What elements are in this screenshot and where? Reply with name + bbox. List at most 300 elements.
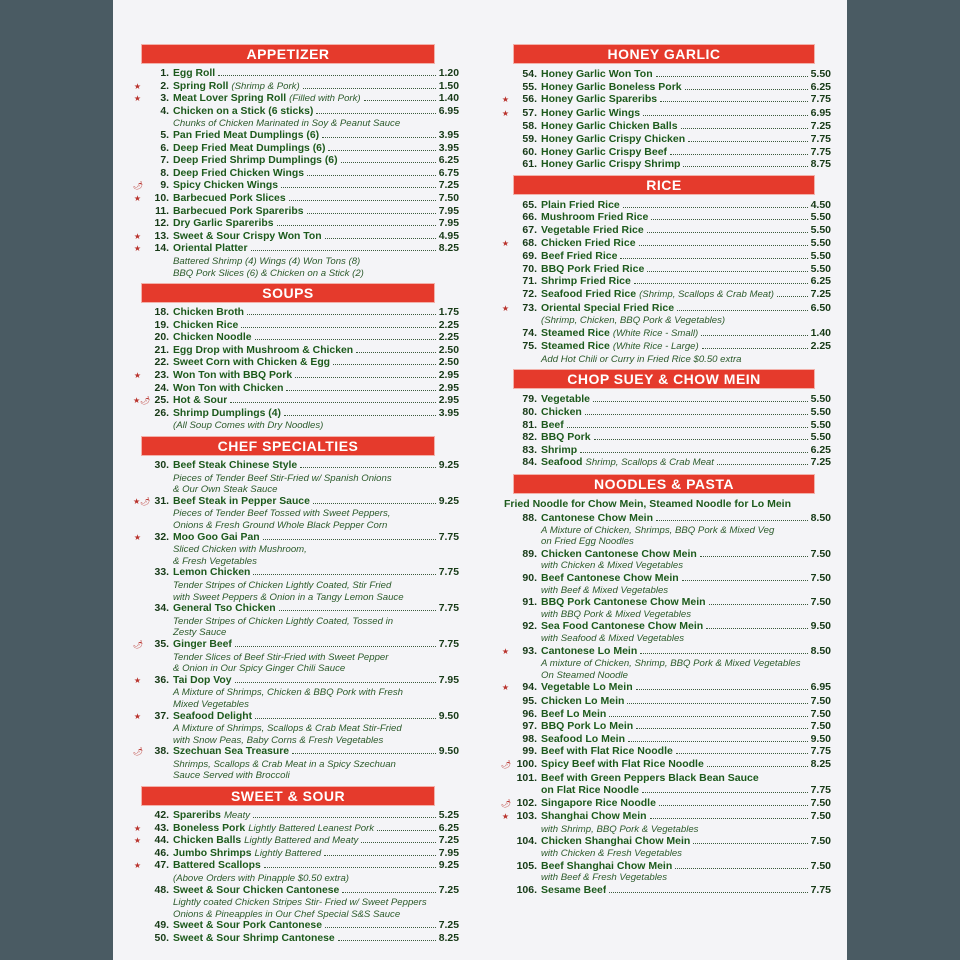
item-name: Szechuan Sea Treasure (173, 746, 290, 758)
menu-item-line (501, 158, 831, 171)
menu-item (501, 133, 831, 146)
item-description: Onions & Pineapples in Our Chef Special S&S Sauce (173, 908, 401, 920)
item-name: Shrimp (541, 443, 578, 456)
item-description: with Chicken & Fresh Vegetables (541, 848, 682, 860)
leader-dots (567, 427, 808, 428)
section-header-appetizer: APPETIZER (141, 44, 435, 64)
item-number: 88. (522, 512, 537, 525)
item-name: Beef Lo Mein (541, 707, 607, 720)
item-description: Sauce Served with Broccoli (173, 770, 290, 782)
menu-item (501, 393, 831, 406)
item-description: & Onion in Our Spicy Ginger Chili Sauce (173, 663, 346, 675)
item-price: 7.95 (438, 847, 459, 859)
menu-item-line (133, 193, 459, 206)
menu-item (501, 548, 831, 572)
menu-item (501, 645, 831, 682)
leader-dots (623, 207, 808, 208)
menu-item-line (501, 93, 831, 107)
item-name: Beef Shanghai Chow Mein (541, 859, 673, 872)
leader-dots (341, 162, 436, 163)
item-number: 26. (154, 407, 169, 419)
menu-item-line (133, 307, 459, 320)
item-name: Chicken Balls (173, 835, 242, 847)
item-number: 20. (154, 332, 169, 344)
menu-item (501, 860, 831, 884)
leader-dots (677, 310, 808, 311)
menu-item-line (501, 211, 831, 224)
item-marker-icon: ★ (501, 303, 509, 313)
item-price: 9.50 (810, 620, 831, 633)
menu-item-line (133, 130, 459, 143)
menu-item-line (501, 720, 831, 733)
item-number: 34. (154, 603, 169, 615)
item-description: Tender Slices of Beef Stir-Fried with Sweet Pepper (173, 651, 389, 663)
item-description: & Fresh Vegetables (173, 555, 257, 567)
menu-item (501, 512, 831, 548)
section-items-soups (133, 307, 459, 432)
section-items-noodles (501, 498, 831, 896)
leader-dots (685, 89, 808, 90)
menu-item (501, 444, 831, 457)
menu-item-line (501, 772, 831, 785)
item-price: 4.50 (810, 198, 831, 211)
item-name: Boneless Pork (173, 822, 246, 834)
menu-item (133, 885, 459, 921)
menu-item (501, 456, 831, 470)
item-number: 57. (522, 106, 537, 119)
leader-dots (642, 792, 808, 793)
item-marker-icon: ★ (501, 108, 509, 118)
item-price: 2.95 (438, 395, 459, 407)
item-note: Lightly Battered and Meaty (244, 835, 359, 847)
menu-item (501, 275, 831, 288)
menu-item-line (501, 81, 831, 94)
item-number: 58. (522, 120, 537, 133)
menu-item (133, 206, 459, 219)
item-price: 2.50 (438, 357, 459, 369)
item-price: 8.25 (810, 757, 831, 770)
menu-item-line (133, 885, 459, 898)
item-number: 73. (522, 301, 537, 314)
item-description: Tender Stripes of Chicken Lightly Coated, Stir Fried (173, 579, 392, 591)
item-number: 95. (522, 694, 537, 707)
menu-item-line (133, 231, 459, 244)
item-number: 7. (160, 155, 169, 167)
section-header-soups: SOUPS (141, 283, 435, 303)
menu-item-line (133, 496, 459, 509)
leader-dots (702, 348, 808, 349)
menu-item-line (501, 250, 831, 263)
item-price: 7.75 (438, 567, 459, 579)
leader-dots (361, 842, 435, 843)
item-number: 101. (516, 771, 537, 784)
item-number: 38. (154, 746, 169, 758)
section-items-honeygarlic (501, 68, 831, 171)
item-number: 9. (160, 180, 169, 192)
item-name: Deep Fried Meat Dumplings (6) (173, 142, 326, 154)
item-price: 4.95 (438, 230, 459, 242)
leader-dots (651, 219, 807, 220)
leader-dots (660, 101, 807, 102)
item-name: Ginger Beef (173, 638, 232, 650)
leader-dots (650, 818, 808, 819)
item-description: with Shrimp, BBQ Pork & Vegetables (541, 823, 699, 835)
leader-dots (717, 464, 808, 465)
item-name: Tai Dop Voy (173, 674, 232, 686)
item-name: Spareribs (173, 810, 221, 822)
item-price: 7.25 (438, 884, 459, 896)
item-description: Sliced Chicken with Mushroom, (173, 544, 307, 556)
item-price: 7.50 (810, 810, 831, 823)
menu-item (501, 708, 831, 721)
item-price: 7.75 (810, 145, 831, 158)
menu-item (501, 146, 831, 159)
item-marker-icon: ★ (133, 532, 141, 542)
menu-item-line (133, 848, 459, 861)
item-price: 6.50 (810, 301, 831, 314)
leader-dots (647, 271, 807, 272)
item-name: Beef with Flat Rice Noodle (541, 745, 673, 758)
item-price: 5.25 (438, 810, 459, 822)
item-description: with Beef & Mixed Vegetables (541, 584, 669, 596)
menu-item-line (501, 302, 831, 316)
item-name: Seafood Lo Mein (541, 732, 625, 745)
section-header-honeygarlic: HONEY GARLIC (513, 44, 815, 64)
item-name: Won Ton with BBQ Pork (173, 370, 293, 382)
item-price: 5.50 (810, 262, 831, 275)
item-number: 3. (160, 93, 169, 105)
menu-item-line (133, 460, 459, 473)
menu-item (133, 218, 459, 231)
menu-item-line (501, 835, 831, 848)
item-marker-icon: ★ (133, 861, 141, 871)
leader-dots (636, 689, 808, 690)
item-name: Spicy Chicken Wings (173, 180, 278, 192)
item-name: Won Ton with Chicken (173, 382, 284, 394)
leader-dots (284, 415, 436, 416)
leader-dots (307, 175, 436, 176)
menu-item-line (501, 68, 831, 81)
item-price: 2.25 (438, 319, 459, 331)
item-note: (Shrimp, Scallops & Crab Meat) (639, 288, 774, 300)
menu-item (133, 168, 459, 181)
leader-dots (636, 728, 807, 729)
menu-item-line (133, 746, 459, 759)
item-price: 9.25 (438, 860, 459, 872)
menu-item-line (501, 797, 831, 811)
leader-dots (682, 580, 808, 581)
item-number: 14. (154, 243, 169, 255)
menu-item-line (501, 620, 831, 633)
menu-item-line (501, 146, 831, 159)
menu-item (133, 675, 459, 711)
item-price: 3.95 (438, 129, 459, 141)
item-description: (All Soup Comes with Dry Noodles) (173, 420, 324, 432)
item-number: 47. (154, 860, 169, 872)
leader-dots (324, 855, 436, 856)
menu-item (133, 835, 459, 848)
item-number: 75. (522, 340, 537, 353)
item-price: 9.25 (438, 495, 459, 507)
menu-item-line (133, 675, 459, 688)
section-items-chopsuey (501, 393, 831, 470)
menu-item-line (133, 345, 459, 358)
item-name: Vegetable (541, 393, 591, 406)
leader-dots (279, 610, 436, 611)
menu-item-line (133, 93, 459, 106)
menu-item-line (501, 199, 831, 212)
leader-dots (286, 390, 435, 391)
item-marker-icon: ★ (501, 683, 509, 693)
item-marker-icon: ★ (133, 371, 141, 381)
item-marker-icon: ★🌶 (133, 496, 151, 506)
menu-item (133, 823, 459, 836)
item-price: 6.95 (810, 106, 831, 119)
menu-item-line (133, 395, 459, 408)
leader-dots (656, 520, 808, 521)
leader-dots (683, 166, 807, 167)
menu-item-line (501, 456, 831, 470)
menu-item (133, 81, 459, 94)
leader-dots (230, 402, 436, 403)
menu-item (501, 797, 831, 811)
item-number: 98. (522, 732, 537, 745)
menu-item (133, 395, 459, 408)
item-price: 1.75 (438, 307, 459, 319)
item-description: (Shrimp, Chicken, BBQ Pork & Vegetables) (541, 315, 726, 327)
item-price: 1.40 (438, 93, 459, 105)
section-header-chef: CHEF SPECIALTIES (141, 436, 435, 456)
item-name: Beef with Green Peppers Black Bean Sauce (541, 771, 759, 784)
menu-item (501, 681, 831, 695)
menu-item-line (501, 224, 831, 237)
item-number: 103. (516, 810, 537, 823)
leader-dots (627, 703, 807, 704)
leader-dots (264, 867, 436, 868)
item-marker-icon: ★ (133, 823, 141, 833)
menu-item (133, 746, 459, 782)
menu-item (501, 93, 831, 107)
item-price: 7.75 (810, 784, 831, 797)
leader-dots (235, 682, 436, 683)
item-name: Honey Garlic Crispy Chicken (541, 132, 686, 145)
item-price: 5.50 (810, 68, 831, 80)
menu-item (501, 302, 831, 327)
item-name: Shanghai Chow Mein (541, 810, 647, 823)
item-name: Sweet & Sour Chicken Cantonese (173, 884, 340, 896)
item-marker-icon: 🌶 (133, 747, 144, 757)
leader-dots (253, 817, 436, 818)
item-name: Egg Roll (173, 68, 216, 79)
leader-dots (277, 225, 436, 226)
item-price: 7.75 (810, 745, 831, 758)
leader-dots (634, 283, 808, 284)
item-description: with BBQ Pork & Mixed Vegetables (541, 608, 692, 620)
item-name: Chicken Broth (173, 307, 245, 319)
menu-item (501, 758, 831, 772)
item-price: 6.25 (810, 443, 831, 456)
item-name: Honey Garlic Spareribs (541, 93, 658, 106)
item-name: Deep Fried Shrimp Dumplings (6) (173, 155, 338, 167)
item-marker-icon: 🌶 (501, 759, 512, 769)
item-price: 7.50 (438, 192, 459, 204)
menu-item-line (501, 695, 831, 708)
item-marker-icon: ★ (133, 711, 141, 721)
menu-item-line (133, 532, 459, 545)
menu-item-line (501, 419, 831, 432)
item-number: 99. (522, 745, 537, 758)
item-description: Lightly coated Chicken Stripes Stir- Fried w/ Sweet Peppers (173, 897, 427, 909)
menu-item-line (133, 143, 459, 156)
item-marker-icon: 🌶 (501, 798, 512, 808)
item-number: 94. (522, 681, 537, 694)
leader-dots (307, 213, 436, 214)
leader-dots (777, 296, 808, 297)
menu-item-line (501, 120, 831, 133)
menu-item-line (133, 243, 459, 256)
item-name: Mushroom Fried Rice (541, 211, 649, 224)
menu-item (133, 243, 459, 279)
item-number: 93. (522, 644, 537, 657)
leader-dots (255, 339, 436, 340)
item-price: 6.25 (438, 822, 459, 834)
item-name: Spicy Beef with Flat Rice Noodle (541, 757, 704, 770)
item-number: 90. (522, 572, 537, 584)
menu-item-line (501, 327, 831, 341)
menu-item-line (133, 68, 459, 81)
item-number: 6. (160, 142, 169, 154)
item-number: 50. (154, 933, 169, 944)
item-number: 43. (154, 822, 169, 834)
leader-dots (338, 940, 436, 941)
item-number: 105. (516, 859, 537, 872)
item-price: 7.50 (810, 694, 831, 707)
item-number: 13. (154, 230, 169, 242)
leader-dots (333, 364, 436, 365)
item-description: Onions & Fresh Ground Whole Black Pepper Corn (173, 520, 388, 531)
menu-item-line (501, 406, 831, 419)
leader-dots (707, 766, 808, 767)
menu-item (501, 772, 831, 797)
item-number: 59. (522, 132, 537, 145)
section-items-chef (133, 460, 459, 782)
item-number: 106. (516, 883, 537, 896)
leader-dots (628, 741, 808, 742)
menu-item (501, 572, 831, 596)
item-price: 5.50 (810, 406, 831, 419)
section-header-sweetsour: SWEET & SOUR (141, 786, 435, 806)
item-number: 92. (522, 620, 537, 633)
item-name: Egg Drop with Mushroom & Chicken (173, 344, 354, 356)
menu-item-line (133, 810, 459, 823)
item-number: 2. (160, 80, 169, 92)
menu-item (501, 237, 831, 251)
item-description: Tender Stripes of Chicken Lightly Coated, Tossed in (173, 615, 394, 627)
menu-item-line (133, 823, 459, 836)
menu-item-line (501, 340, 831, 354)
item-name: Chicken Cantonese Chow Mein (541, 547, 697, 560)
item-name: Honey Garlic Crispy Shrimp (541, 158, 681, 171)
leader-dots (609, 716, 807, 717)
item-note: (Filled with Pork) (289, 93, 361, 105)
section-items-rice (501, 199, 831, 366)
menu-item (133, 603, 459, 639)
item-number: 24. (154, 382, 169, 394)
menu-item-line (133, 860, 459, 873)
item-name: Cantonese Lo Mein (541, 644, 638, 657)
menu-item (133, 920, 459, 933)
item-marker-icon: ★ (133, 675, 141, 685)
menu-item (133, 155, 459, 168)
menu-item (501, 733, 831, 746)
item-description: with Seafood & Mixed Vegetables (541, 632, 685, 644)
item-number: 67. (522, 223, 537, 236)
menu-item (501, 68, 831, 81)
menu-item-line (501, 733, 831, 746)
item-note: Meaty (223, 810, 251, 822)
item-price: 6.25 (810, 275, 831, 288)
item-name: Honey Garlic Boneless Pork (541, 80, 682, 93)
item-price: 7.25 (810, 456, 831, 469)
item-number: 10. (154, 192, 169, 204)
menu-item-line (501, 237, 831, 251)
menu-item (501, 288, 831, 302)
item-price: 2.25 (810, 340, 831, 353)
item-name: Chicken (541, 406, 582, 419)
menu-column-right (501, 44, 831, 900)
item-name: BBQ Pork Fried Rice (541, 262, 645, 275)
item-marker-icon: ★ (133, 81, 141, 91)
item-marker-icon: ★ (501, 646, 509, 656)
item-description: BBQ Pork Slices (6) & Chicken on a Stick (2) (173, 267, 364, 279)
item-marker-icon: 🌶 (133, 181, 144, 191)
item-number: 55. (522, 80, 537, 93)
item-number: 81. (522, 418, 537, 431)
item-number: 65. (522, 198, 537, 211)
menu-item (501, 107, 831, 121)
item-price: 1.20 (438, 68, 459, 79)
item-note: Shrimp, Scallops & Crab Meat (585, 457, 714, 469)
menu-item (501, 81, 831, 94)
item-name: Cantonese Chow Mein (541, 512, 654, 525)
menu-item (133, 193, 459, 206)
item-number: 96. (522, 707, 537, 720)
menu-item (501, 406, 831, 419)
item-price: 8.50 (810, 644, 831, 657)
leader-dots (675, 868, 807, 869)
menu-item (133, 345, 459, 358)
leader-dots (640, 653, 807, 654)
menu-item-line (501, 810, 831, 824)
item-description: with Chicken & Mixed Vegetables (541, 560, 684, 572)
item-number: 30. (154, 460, 169, 472)
item-name: Sweet & Sour Pork Cantonese (173, 920, 322, 932)
leader-dots (377, 830, 436, 831)
item-description: Zesty Sauce (173, 627, 227, 639)
item-number: 60. (522, 145, 537, 158)
item-name: Chicken Noodle (173, 332, 252, 344)
item-number: 31. (154, 495, 169, 507)
item-number: 66. (522, 211, 537, 224)
item-name-continued: on Flat Rice Noodle (541, 784, 640, 797)
menu-item-line (501, 133, 831, 146)
item-description: with Snow Peas, Baby Corns & Fresh Vegetables (173, 734, 384, 746)
item-name: Battered Scallops (173, 860, 261, 872)
leader-dots (263, 539, 436, 540)
menu-item (501, 263, 831, 276)
item-name: Deep Fried Chicken Wings (173, 167, 304, 179)
item-name: Moo Goo Gai Pan (173, 531, 260, 543)
